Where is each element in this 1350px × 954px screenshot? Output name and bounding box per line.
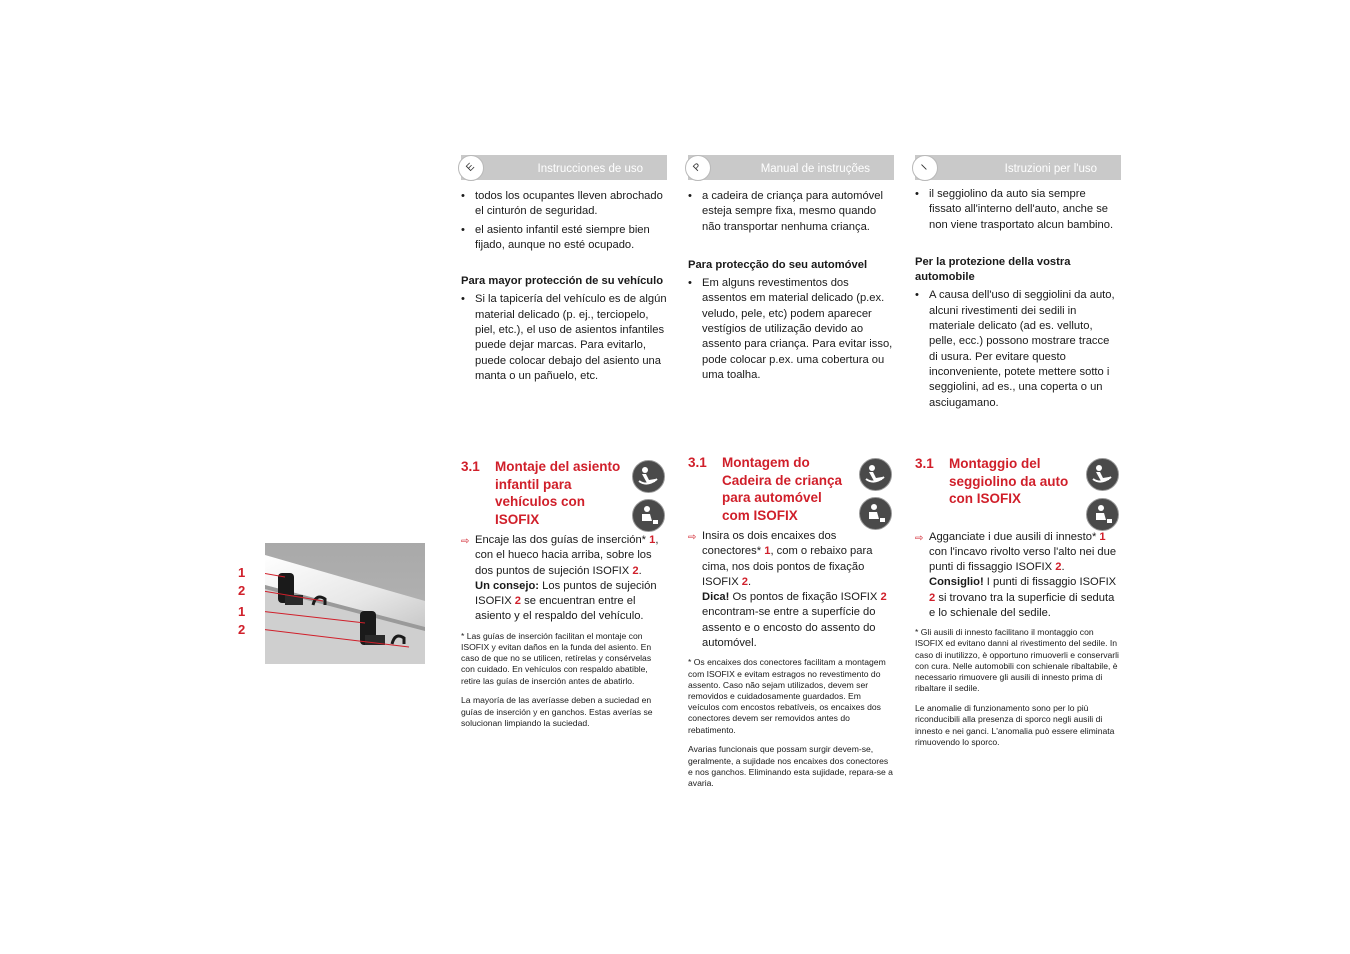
section-title [688,454,853,524]
header-title: Instrucciones de uso [537,163,643,175]
figure-label-2a: 2 [238,583,246,598]
list-item: • todos los ocupantes lleven abrochado el cinturón de seguridad. [461,189,667,220]
isofix-figure [265,543,425,664]
section-3-1 [688,454,894,798]
figure-label-1b: 1 [238,604,246,619]
section-number: 3.1 [915,456,934,471]
footnote: * Las guías de inserción facilitan el montaje con ISOFIX y evitan daños en la funda del asiento. En caso de que no se utilicen, retírelas y consérvelas con cuidado. En vehículos con respaldo abatible, retire las guías de inserción antes de abatirlo. [461,630,652,686]
section-3-1 [461,458,667,738]
subheading: Para protecção do seu automóvel [688,258,868,271]
list-item: • a cadeira de criança para automóvel esteja sempre fixa, mesmo quando não transportar nenhuma criança. [688,189,894,235]
column-italian [915,155,1121,747]
header-title: Istruzioni per l'uso [1004,163,1097,175]
arrow-right-icon: ⇨ [688,532,697,543]
footnote: * Os encaixes dos conectores facilitam a montagem com ISOFIX e evitam estragos no revestimento do assento. Caso não sejam utilizados, devem ser removidos e cuidadosamente guardados. Em veículos com encostos rebatíveis, os encaixes dos conectores devem ser removidos antes do rebatimento. [688,657,886,735]
isofix-seat-icon [632,499,665,532]
list-item: • A causa dell'uso di seggiolini da auto, alcuni rivestimenti dei sedili in materiale delicato (ad es. velluto, pelle, ecc.) possono mostrare tracce di usura. Per evitare questo inconveniente, potete mettere sotto i seggiolini, ad es., una coperta o un asciugamano. [915,288,1121,410]
child-seat-icon [632,460,665,493]
bullet-list-sub [461,292,667,384]
bullet-list-sub [915,288,1121,410]
section-number: 3.1 [688,455,707,470]
instruction-step: ⇨ Encaje las dos guías de inserción* 1, con el hueco hacia arriba, sobre los dos puntos de sujeción ISOFIX 2. Un consejo: Los puntos de sujeción ISOFIX 2 se encuentran entre el asiento y el respaldo del vehículo. [461,534,659,623]
section-number: 3.1 [461,459,480,474]
section-heading: Montaggio del seggiolino da auto con ISOFIX [949,456,1069,506]
list-item: • Si la tapicería del vehículo es de algún material delicado (p. ej., terciopelo, piel, etc.), el uso de asientos infantiles puede dejar marcas. Para evitarlo, puede colocar debajo del asiento una manta o un pañuelo, etc. [461,292,667,384]
column-spanish [461,155,667,728]
bullet-list-top [688,189,894,235]
arrow-right-icon: ⇨ [461,536,470,547]
tip-label: Dica! [702,591,730,604]
bullet-list-top [915,187,1121,233]
bullet-list-top [461,189,667,253]
language-badge: P [680,150,717,187]
instruction-step: ⇨ Insira os dois encaixes dos conectores* 1, com o rebaixo para cima, nos dois pontos de fixação ISOFIX 2. Dica! Os pontos de fixação ISOFIX 2 encontram-se entre a superfície do assento e o encosto do assento do automóvel. [688,530,887,650]
section-title [915,455,1080,508]
list-item: • il seggiolino da auto sia sempre fissato all'interno dell'auto, anche se non viene trasportato alcun bambino. [915,187,1121,233]
figure-label-1a: 1 [238,565,246,580]
troubleshooting-note: La mayoría de las averíasse deben a suciedad en guías de inserción y en ganchos. Estas averías se solucionan limpiando la suciedad. [461,695,653,728]
tip-label: Un consejo: [475,579,540,592]
isofix-seat-icon [859,497,892,530]
column-header [688,155,894,180]
tip-label: Consiglio! [929,576,984,589]
header-title: Manual de instruções [760,163,870,175]
language-badge: E [453,150,490,187]
child-seat-icon [1086,458,1119,491]
section-heading: Montaje del asiento infantil para vehículos con ISOFIX [495,459,621,527]
subheading: Per la protezione della vostra automobile [915,255,1071,284]
troubleshooting-note: Le anomalie di funzionamento sono per lo più riconducibili alla presenza di sporco negli ausili di innesto e nei ganci. L'anomalia può essere eliminata rimuovendo lo sporco. [915,703,1115,747]
column-header [461,155,667,180]
troubleshooting-note: Avarias funcionais que possam surgir devem-se, geralmente, a sujidade nos encaixes dos conectores e nos ganchos. Eliminando esta sujidade, repara-se a avaria. [688,744,893,788]
language-badge: I [907,150,944,187]
section-title [461,458,626,528]
list-item: • Em alguns revestimentos dos assentos em material delicado (p.ex. veludo, pele, etc) podem aparecer vestígios de utilização devido ao assento para criança. Para evitar isso, pode colocar p.ex. uma cobertura ou uma toalha. [688,276,894,383]
subheading: Para mayor protección de su vehículo [461,275,664,288]
footnote: * Gli ausili di innesto facilitano il montaggio con ISOFIX ed evitano danni al rivestimento del sedile. In caso di inutilizzo, è opportuno rimuoverli e conservarli con cura. Nelle automobili con schienale ribaltabile, è necessario rimuovere gli ausili di innesto prima di ribaltare il sedile. [915,627,1119,694]
bullet-list-sub [688,276,894,383]
instruction-step: ⇨ Agganciate i due ausili di innesto* 1 con l'incavo rivolto verso l'alto nei due punti di fissaggio ISOFIX 2. Consiglio! I punti di fissaggio ISOFIX 2 si trovano tra la superficie di seduta e lo schienale del sedile. [915,530,1117,619]
isofix-seat-icon [1086,498,1119,531]
section-3-1 [915,455,1121,757]
child-seat-icon [859,458,892,491]
arrow-right-icon: ⇨ [915,532,924,544]
list-item: • el asiento infantil esté siempre bien fijado, aunque no esté ocupado. [461,223,667,254]
figure-label-2b: 2 [238,622,246,637]
column-header [915,155,1121,180]
column-portuguese [688,155,894,788]
section-heading: Montagem do Cadeira de criança para automóvel com ISOFIX [722,455,843,523]
